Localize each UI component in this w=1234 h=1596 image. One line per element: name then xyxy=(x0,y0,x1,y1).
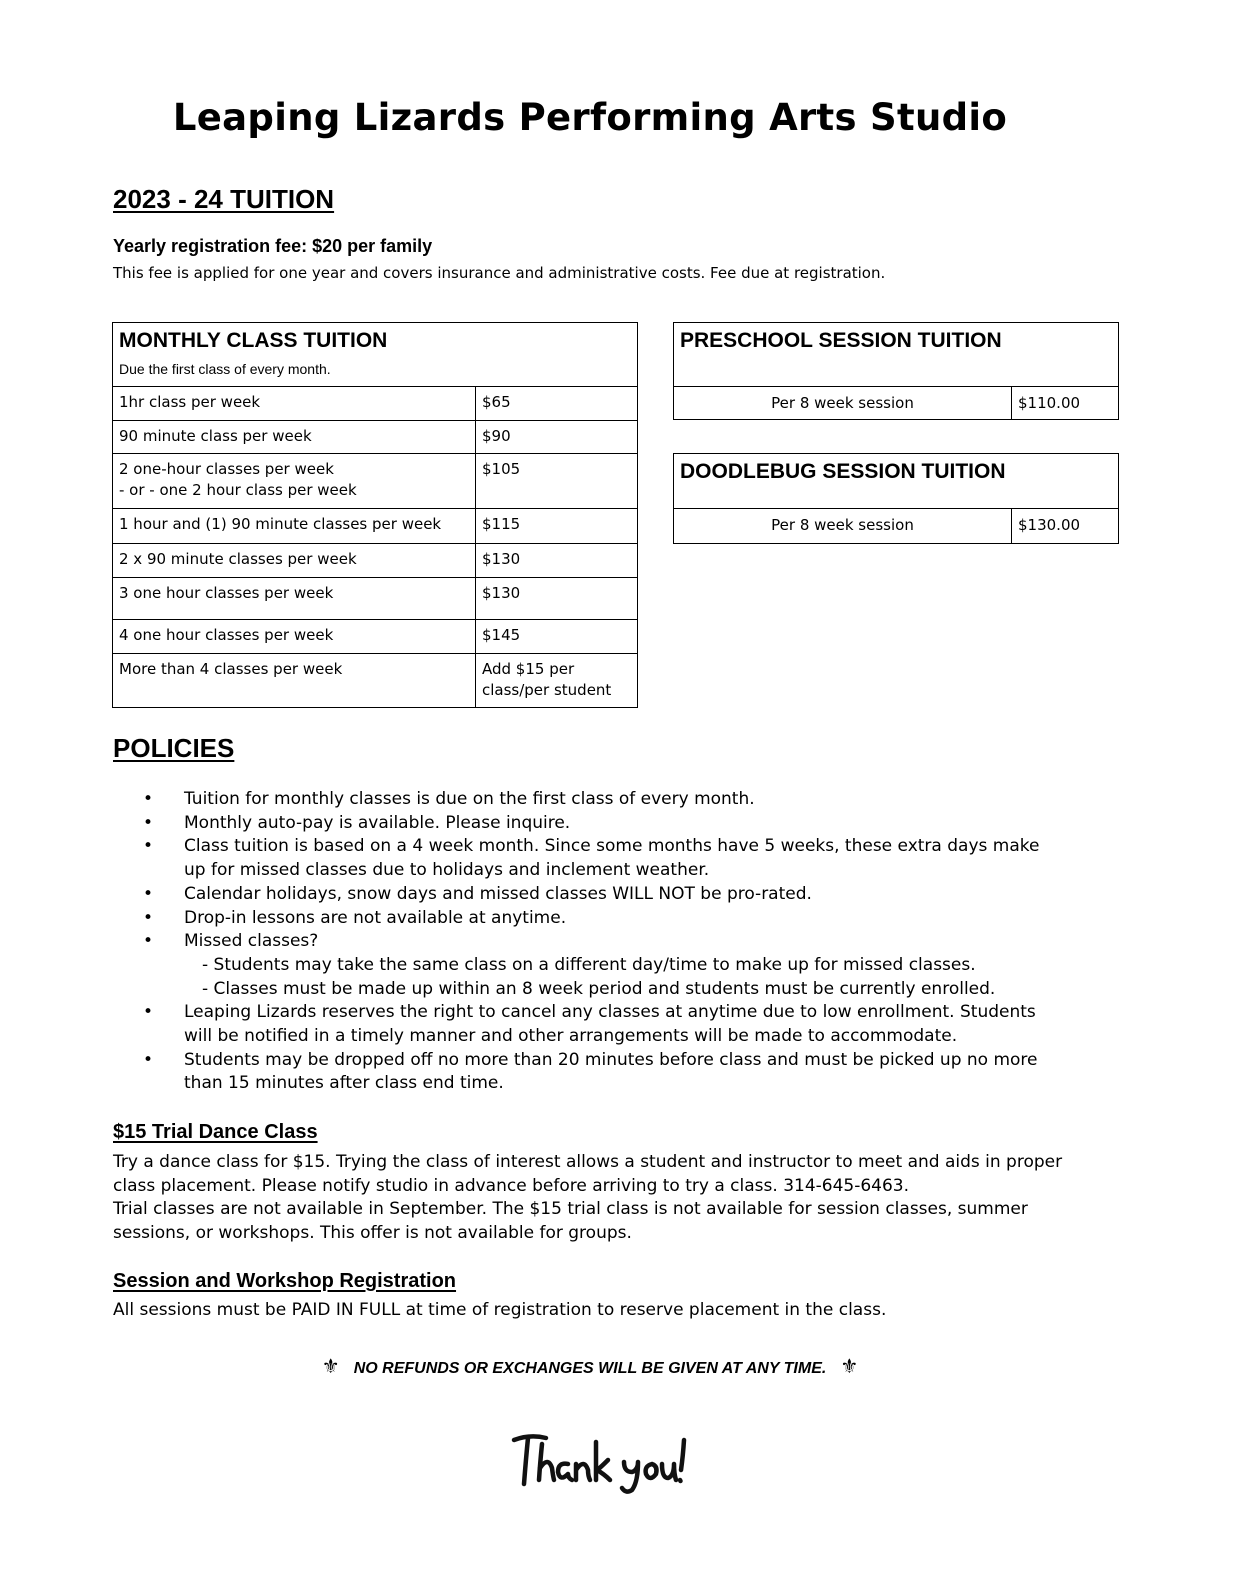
table-row xyxy=(113,421,638,454)
policy-text: Class tuition is based on a 4 week month. Since some months have 5 weeks, these extra days make up for missed classes due to holidays and inclement weather. xyxy=(184,836,1040,881)
thank-you-signature xyxy=(508,1428,688,1498)
trial-class-heading: $15 Trial Dance Class xyxy=(113,1121,318,1143)
policy-text: Leaping Lizards reserves the right to cancel any classes at anytime due to low enrollment. Students will be notified in a timely manner and other arrangements will be made to accommodate. xyxy=(184,1002,1036,1047)
bullet: • xyxy=(143,1002,154,1023)
policy-text: Monthly auto-pay is available. Please inquire. xyxy=(184,812,571,833)
list-item xyxy=(143,883,1063,907)
trial-text-1: Try a dance class for $15. Trying the class of interest allows a student and instructor to meet and aids in proper class placement. Please notify studio in advance before arriving to try a class. 314-645-6463. xyxy=(113,1152,1063,1196)
monthly-table-subtitle: Due the first class of every month. xyxy=(119,361,331,377)
bullet: • xyxy=(143,907,154,928)
session-price: $110.00 xyxy=(1012,387,1119,420)
policy-text: Calendar holidays, snow days and missed classes WILL NOT be pro-rated. xyxy=(184,883,812,904)
table-row xyxy=(113,509,638,544)
class-option: 90 minute class per week xyxy=(113,421,476,454)
bullet: • xyxy=(143,1049,154,1070)
class-price: $115 xyxy=(476,509,638,544)
policy-text: Students may be dropped off no more than 20 minutes before class and must be picked up no more than 15 minutes after class end time. xyxy=(184,1049,1038,1094)
table-row xyxy=(674,509,1119,544)
session-label: Per 8 week session xyxy=(674,509,1012,544)
trial-class-text xyxy=(113,1151,1073,1246)
table-row xyxy=(113,578,638,620)
list-item xyxy=(143,1001,1063,1048)
refund-notice xyxy=(0,1354,1180,1379)
sub-list-item: - Students may take the same class on a different day/time to make up for missed classes. xyxy=(202,954,976,975)
fleur-de-lis-icon: ⚜ xyxy=(321,1356,340,1378)
class-price: $105 xyxy=(476,454,638,509)
class-price: $130 xyxy=(476,544,638,578)
list-item xyxy=(143,1049,1063,1096)
sub-list-item: - Classes must be made up within an 8 week period and students must be currently enrolled. xyxy=(202,978,996,999)
fleur-de-lis-icon: ⚜ xyxy=(840,1356,859,1378)
class-price-line: Add $15 per xyxy=(482,660,575,678)
class-option: More than 4 classes per week xyxy=(113,654,476,708)
table-row xyxy=(113,620,638,654)
list-item xyxy=(143,930,1063,954)
list-item xyxy=(143,812,1063,836)
session-price: $130.00 xyxy=(1012,509,1119,544)
class-option: 1hr class per week xyxy=(113,387,476,421)
list-item xyxy=(143,907,1063,931)
table-row xyxy=(113,544,638,578)
registration-fee-heading: Yearly registration fee: $20 per family xyxy=(113,236,433,256)
class-price: $130 xyxy=(476,578,638,620)
class-price xyxy=(476,654,638,708)
preschool-tuition-table xyxy=(673,322,1119,420)
doodlebug-tuition-table xyxy=(673,453,1119,544)
session-registration-text: All sessions must be PAID IN FULL at time of registration to reserve placement in the class. xyxy=(113,1300,887,1320)
preschool-table-title: PRESCHOOL SESSION TUITION xyxy=(674,323,1119,387)
bullet: • xyxy=(143,931,154,952)
session-registration-heading: Session and Workshop Registration xyxy=(113,1270,457,1292)
policy-text: Drop-in lessons are not available at anytime. xyxy=(184,907,567,928)
tuition-heading: 2023 - 24 TUITION xyxy=(113,184,335,214)
list-item xyxy=(143,835,1063,882)
class-price-line: class/per student xyxy=(482,681,612,699)
policies-heading: POLICIES xyxy=(113,733,235,763)
class-option: 4 one hour classes per week xyxy=(113,620,476,654)
trial-text-2: Trial classes are not available in September. The $15 trial class is not available for session classes, summer sessions, or workshops. This offer is not available for groups. xyxy=(113,1199,1028,1244)
doodlebug-table-title: DOODLEBUG SESSION TUITION xyxy=(674,454,1119,509)
class-price: $145 xyxy=(476,620,638,654)
session-label: Per 8 week session xyxy=(674,387,1012,420)
class-option-line: - or - one 2 hour class per week xyxy=(119,481,357,499)
bullet: • xyxy=(143,836,154,857)
class-option: 3 one hour classes per week xyxy=(113,578,476,620)
class-price: $65 xyxy=(476,387,638,421)
registration-fee-note: This fee is applied for one year and covers insurance and administrative costs. Fee due at registration. xyxy=(113,264,886,282)
bullet: • xyxy=(143,812,154,833)
class-price: $90 xyxy=(476,421,638,454)
policy-text: Tuition for monthly classes is due on the first class of every month. xyxy=(184,789,755,809)
table-row xyxy=(674,387,1119,420)
policy-text: Missed classes? xyxy=(184,931,319,952)
policies-list xyxy=(143,788,1063,1096)
monthly-table-header xyxy=(113,323,638,387)
refund-notice-text: NO REFUNDS OR EXCHANGES WILL BE GIVEN AT ANY TIME. xyxy=(353,1360,827,1377)
page-title: Leaping Lizards Performing Arts Studio xyxy=(172,96,1008,139)
table-row xyxy=(113,654,638,708)
monthly-table-title: MONTHLY CLASS TUITION xyxy=(119,329,388,352)
bullet: • xyxy=(143,883,154,904)
class-option xyxy=(113,454,476,509)
table-row xyxy=(113,454,638,509)
list-item xyxy=(143,788,1063,812)
class-option-line: 2 one-hour classes per week xyxy=(119,460,334,478)
bullet: • xyxy=(143,789,154,809)
monthly-tuition-table xyxy=(112,322,638,708)
table-row xyxy=(113,387,638,421)
class-option: 1 hour and (1) 90 minute classes per week xyxy=(113,509,476,544)
class-option: 2 x 90 minute classes per week xyxy=(113,544,476,578)
